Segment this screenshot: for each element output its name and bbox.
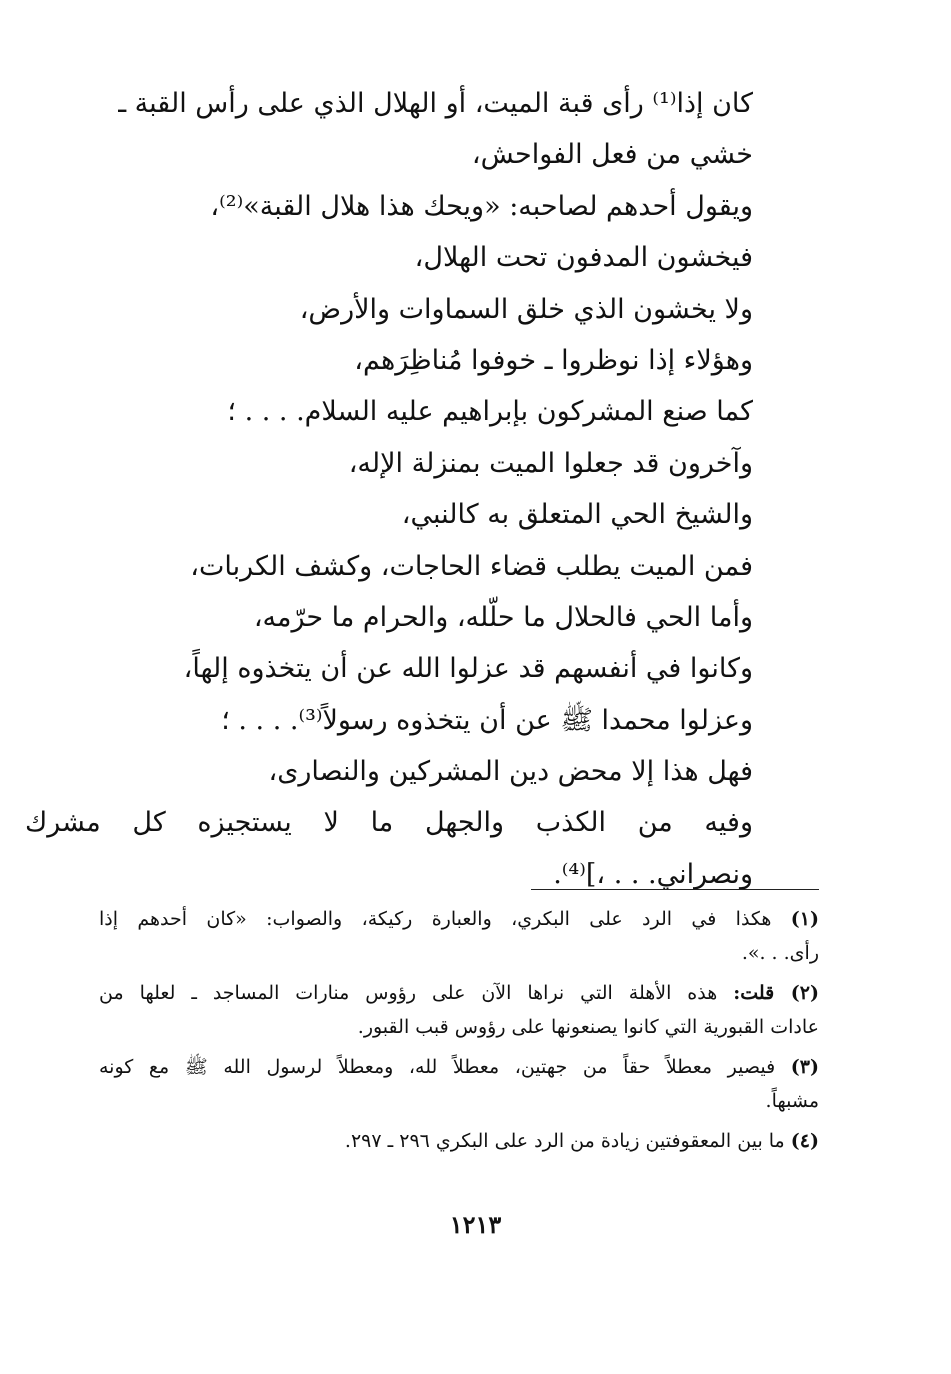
footnote-1-line-1 [99, 902, 819, 936]
text-line-9: والشيخ الحي المتعلق به كالنبي، [401, 499, 753, 531]
footnote-2-line-1 [99, 976, 819, 1010]
page-number: ١٢١٣ [449, 1210, 502, 1239]
text-line-7: كما صنع المشركون بإبراهيم عليه السلام. . . . ؛ [227, 396, 753, 428]
footnote-3-line-2: مشبهاً. [765, 1090, 819, 1112]
footnote-text: ما بين المعقوفتين زيادة من الرد على البكري ٢٩٦ ـ ٢٩٧. [344, 1130, 785, 1152]
footnote-number: (٤) [790, 1130, 819, 1152]
text-line-4: فيخشون المدفون تحت الهلال، [414, 242, 753, 274]
footnote-text: فيصير معطلاً حقاً من جهتين، معطلاً لله، ومعطلاً لرسول الله ﷺ مع كونه [99, 1056, 776, 1078]
footnote-number: (٢) قلت: [733, 982, 819, 1004]
text-line-15: وفيه من الكذب والجهل ما لا يستجيزه كل مشرك [25, 807, 753, 839]
text-line-13: وعزلوا محمدا ﷺ عن أن يتخذوه رسولاً⁽³⁾. . . . ؛ [221, 704, 753, 736]
text-line-5: ولا يخشون الذي خلق السماوات والأرض، [299, 293, 753, 325]
footnote-text: هكذا في الرد على البكري، والعبارة ركيكة، والصواب: «كان أحدهم إذا [99, 908, 772, 930]
footnote-number: (١) [790, 908, 820, 930]
footnote-2-line-2: عادات القبورية التي كانوا يصنعونها على رؤوس قبب القبور. [357, 1016, 819, 1038]
text-line-2: خشي من فعل الفواحش، [471, 139, 753, 171]
text-line-14: فهل هذا إلا محض دين المشركين والنصارى، [268, 756, 753, 788]
footnote-number: (٣) [790, 1056, 819, 1078]
footnote-3-line-1 [99, 1050, 819, 1084]
main-text [25, 78, 753, 900]
text-line-6: وهؤلاء إذا نوظروا ـ خوفوا مُناظِرَهم، [354, 344, 753, 376]
text-line-10: فمن الميت يطلب قضاء الحاجات، وكشف الكربات، [190, 550, 753, 582]
text-line-12: وكانوا في أنفسهم قد عزلوا الله عن أن يتخذوه إلهاً، [183, 653, 753, 685]
footnotes [99, 902, 819, 1158]
text-line-3: ويقول أحدهم لصاحبه: «ويحك هذا هلال القبة»⁽²⁾، [210, 190, 753, 222]
footnote-separator [531, 889, 819, 890]
footnote-1-line-2: رأى. . .». [741, 942, 819, 964]
text-line-11: وأما الحي فالحلال ما حلّله، والحرام ما حرّمه، [253, 601, 753, 633]
footnote-4-line-1 [99, 1124, 819, 1158]
text-line-16: ونصراني. . . ،]⁽⁴⁾. [553, 858, 753, 890]
text-line-1: كان إذا⁽¹⁾ رأى قبة الميت، أو الهلال الذي على رأس القبة ـ [118, 88, 753, 119]
text-line-8: وآخرون قد جعلوا الميت بمنزلة الإله، [348, 447, 753, 479]
footnote-text: هذه الأهلة التي نراها الآن على رؤوس منارات المساجد ـ لعلها من [99, 982, 718, 1004]
